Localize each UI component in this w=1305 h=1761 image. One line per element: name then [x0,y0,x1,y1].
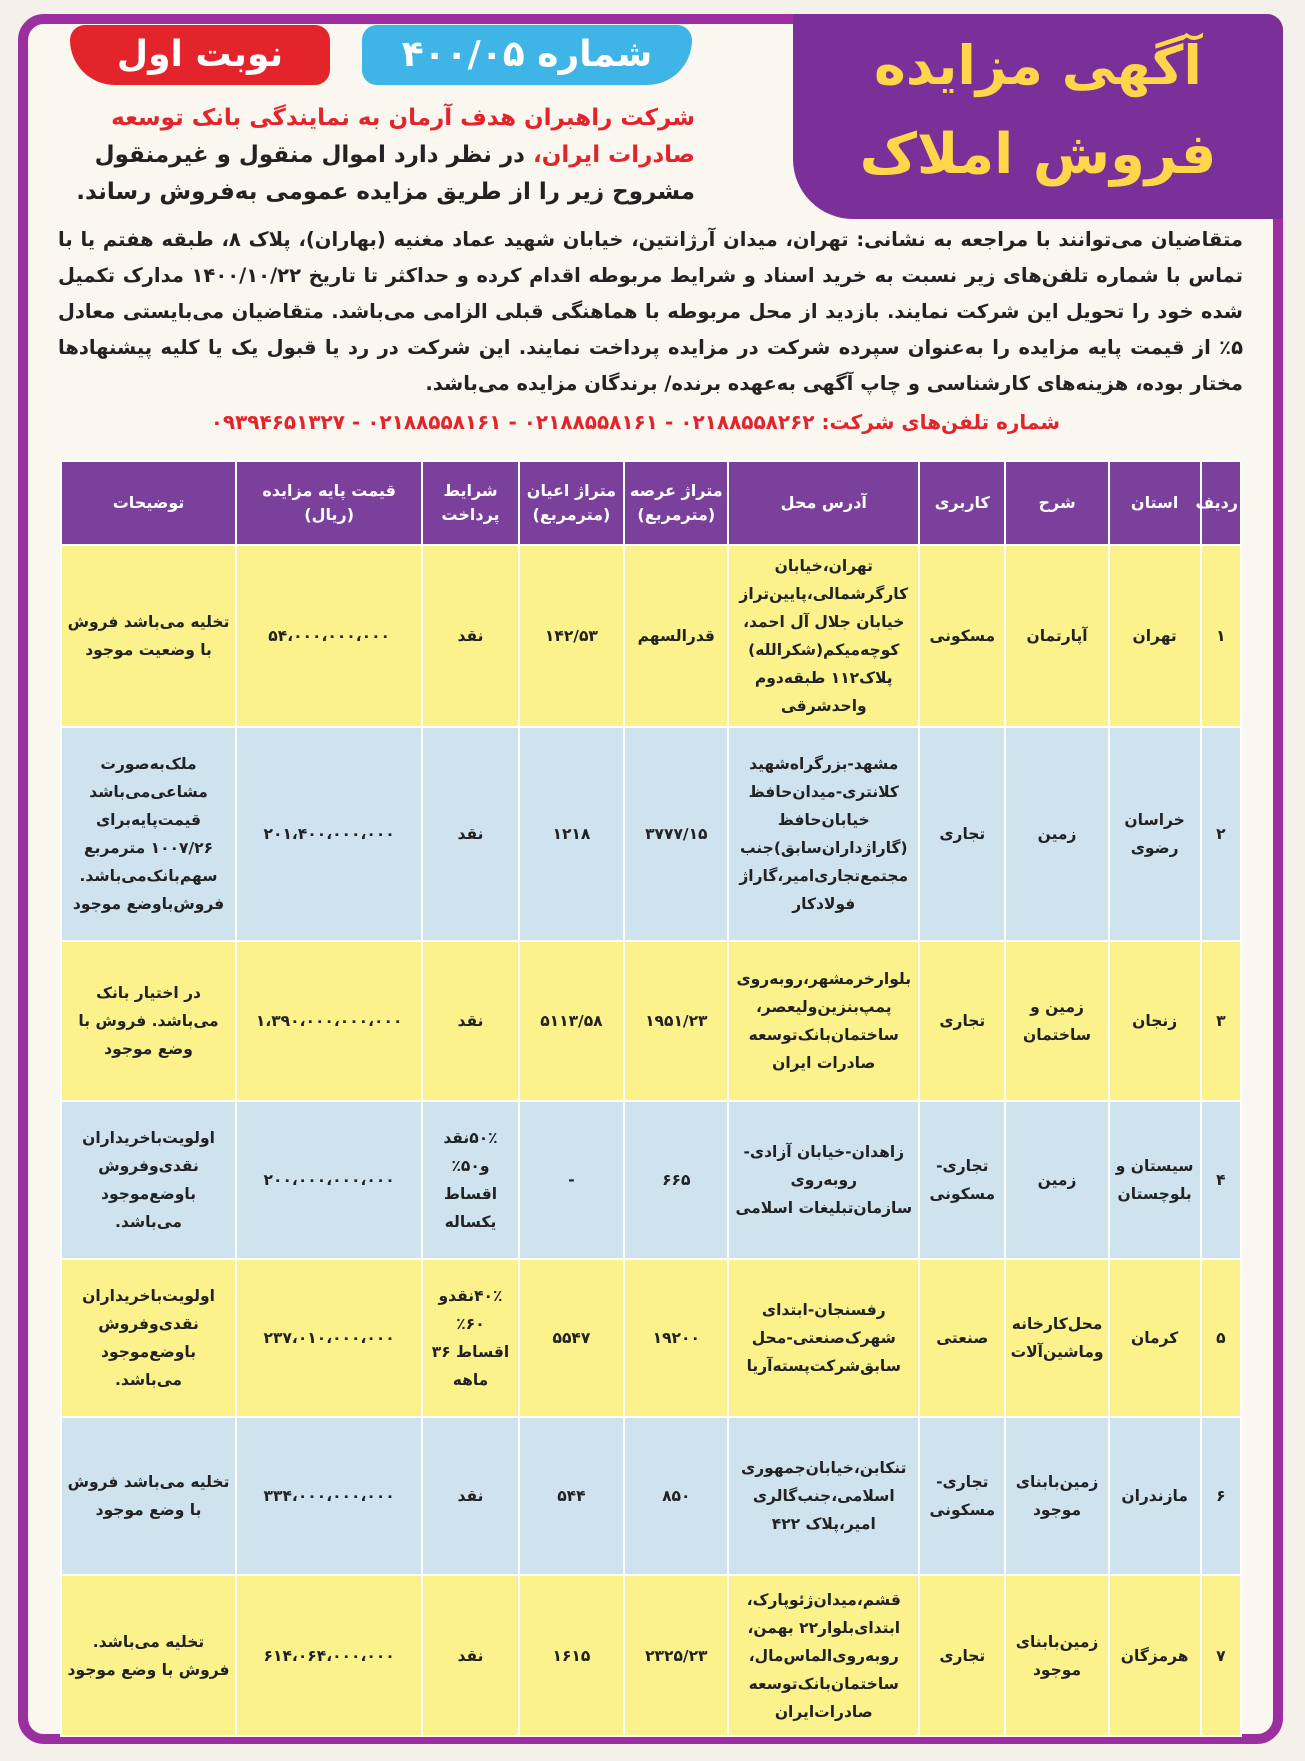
cell-price: ۶۱۴،۰۶۴،۰۰۰،۰۰۰ [236,1575,422,1736]
cell-land-area: قدرالسهم [624,545,728,727]
th-building-area: متراژ اعیان (مترمربع) [519,461,624,545]
cell-row: ۲ [1201,727,1241,941]
th-price: قیمت پایه مزایده (ریال) [236,461,422,545]
company-phones: شماره تلفن‌های شرکت: ۰۲۱۸۸۵۵۸۲۶۲ - ۰۲۱۸۸۵۵۸۱۶۱ - ۰۲۱۸۸۵۵۸۱۶۱ - ۰۹۳۹۴۶۵۱۳۲۷ [210,410,1060,434]
intro-red: شرکت راهبران هدف آرمان به نمایندگی بانک توسعه صادرات ایران، [111,105,695,168]
cell-price: ۵۴،۰۰۰،۰۰۰،۰۰۰ [236,545,422,727]
th-land-area: متراژ عرصه (مترمربع) [624,461,728,545]
cell-building-area: ۵۱۱۳/۵۸ [519,941,624,1101]
cell-desc: زمین‌بابنای موجود [1005,1417,1108,1575]
cell-notes: اولویت‌باخریداران نقدی‌وفروش باوضع‌موجود می‌باشد. [61,1259,236,1417]
cell-row: ۷ [1201,1575,1241,1736]
cell-price: ۲۰۰،۰۰۰،۰۰۰،۰۰۰ [236,1101,422,1259]
cell-usage: تجاری- مسکونی [919,1101,1005,1259]
cell-desc: زمین‌بابنای موجود [1005,1575,1108,1736]
cell-building-area: ۱۶۱۵ [519,1575,624,1736]
cell-row: ۴ [1201,1101,1241,1259]
cell-desc: زمین [1005,727,1108,941]
cell-province: سیستان و بلوچستان [1109,1101,1201,1259]
number-badge: شماره ۴۰۰/۰۵ [362,25,692,85]
auction-table [60,460,1242,1737]
cell-usage: تجاری [919,941,1005,1101]
table-row [61,727,1241,941]
cell-row: ۳ [1201,941,1241,1101]
cell-usage: صنعتی [919,1259,1005,1417]
intro-black: در نظر دارد اموال منقول و غیرمنقول مشروح زیر را از طریق مزایده عمومی به‌فروش رساند. [76,142,695,205]
cell-province: هرمزگان [1109,1575,1201,1736]
cell-province: مازندران [1109,1417,1201,1575]
th-row: ردیف [1201,461,1241,545]
table-header-row [61,461,1241,545]
cell-address: مشهد-بزرگراه‌شهید کلانتری-میدان‌حافظ خیابان‌حافظ (گاراژداران‌سابق)جنب مجتمع‌تجاری‌امیر،گاراژ فولادکار [728,727,919,941]
th-notes: توضیحات [61,461,236,545]
cell-payment: نقد [422,941,518,1101]
cell-building-area: ۵۴۴ [519,1417,624,1575]
cell-province: زنجان [1109,941,1201,1101]
th-usage: کاربری [919,461,1005,545]
cell-payment: نقد [422,727,518,941]
cell-notes: در اختیار بانک می‌باشد. فروش با وضع موجود [61,941,236,1101]
cell-building-area: ۱۲۱۸ [519,727,624,941]
table-row [61,941,1241,1101]
ad-title-line2: فروش املاک [859,122,1217,187]
th-province: استان [1109,461,1201,545]
cell-payment: ۵۰٪نقد و۵۰٪ اقساط یکساله [422,1101,518,1259]
cell-notes: تخلیه می‌باشد فروش با وضعیت موجود [61,545,236,727]
cell-desc: زمین و ساختمان [1005,941,1108,1101]
cell-notes: اولویت‌باخریداران نقدی‌وفروش باوضع‌موجود می‌باشد. [61,1101,236,1259]
cell-payment: نقد [422,1575,518,1736]
cell-usage: تجاری [919,1575,1005,1736]
th-payment: شرایط پرداخت [422,461,518,545]
cell-province: تهران [1109,545,1201,727]
cell-land-area: ۲۳۲۵/۲۳ [624,1575,728,1736]
cell-row: ۱ [1201,545,1241,727]
cell-row: ۶ [1201,1417,1241,1575]
cell-province: خراسان رضوی [1109,727,1201,941]
cell-usage: مسکونی [919,545,1005,727]
cell-price: ۳۳۴،۰۰۰،۰۰۰،۰۰۰ [236,1417,422,1575]
cell-notes: تخلیه می‌باشد. فروش با وضع موجود [61,1575,236,1736]
cell-land-area: ۱۹۲۰۰ [624,1259,728,1417]
cell-building-area: ۵۵۴۷ [519,1259,624,1417]
table-row [61,1417,1241,1575]
cell-desc: محل‌کارخانه وماشین‌آلات [1005,1259,1108,1417]
title-box [793,14,1283,219]
intro-text [70,100,695,211]
cell-address: تهران،خیابان کارگرشمالی،پایین‌تراز خیابان جلال آل احمد، کوچه‌میکم(شکرالله) پلاک۱۱۲ طبقه‌دوم واحدشرقی [728,545,919,727]
cell-notes: ملک‌به‌صورت مشاعی‌می‌باشد قیمت‌پایه‌برای ۱۰۰۷/۲۶ مترمربع سهم‌بانک‌می‌باشد. فروش‌با‌وضع موجود [61,727,236,941]
cell-land-area: ۳۷۷۷/۱۵ [624,727,728,941]
cell-price: ۱،۳۹۰،۰۰۰،۰۰۰،۰۰۰ [236,941,422,1101]
cell-address: زاهدان-خیابان آزادی-روبه‌روی سازمان‌تبلیغات اسلامی [728,1101,919,1259]
table-row [61,1575,1241,1736]
cell-price: ۲۰۱،۴۰۰،۰۰۰،۰۰۰ [236,727,422,941]
cell-address: بلوارخرمشهر،روبه‌روی پمپ‌بنزین‌ولیعصر، ساختمان‌بانک‌توسعه صادرات ایران [728,941,919,1101]
cell-price: ۲۳۷،۰۱۰،۰۰۰،۰۰۰ [236,1259,422,1417]
cell-land-area: ۶۶۵ [624,1101,728,1259]
cell-land-area: ۸۵۰ [624,1417,728,1575]
cell-desc: آپارتمان [1005,545,1108,727]
body-text: متقاضیان می‌توانند با مراجعه به نشانی: تهران، میدان آرژانتین، خیابان شهید عماد مغنیه (بهاران)، پلاک ۸، طبقه هفتم یا با تماس با شماره تلفن‌های زیر نسبت به خرید اسناد و شرایط مربوطه اقدام کرده و حداکثر تا تاریخ ۱۴۰۰/۱۰/۲۲ مدارک تکمیل شده خود را تحویل این شرکت نمایند. بازدید از محل مربوطه با هماهنگی قبلی الزامی می‌باشد. متقاضیان می‌بایستی معادل ۵٪ از قیمت پایه مزایده را به‌عنوان سپرده شرکت در مزایده پرداخت نمایند. این شرکت در رد یا قبول یک یا کلیه پیشنهادها مختار بوده، هزینه‌های کارشناسی و چاپ آگهی به‌عهده برنده/ برندگان مزایده می‌باشد. [58,228,1243,395]
cell-province: کرمان [1109,1259,1201,1417]
cell-address: تنکابن،خیابان‌جمهوری اسلامی،جنب‌گالری امیر،پلاک ۴۲۲ [728,1417,919,1575]
cell-building-area: - [519,1101,624,1259]
table-row [61,545,1241,727]
ad-title-line1: آگهی مزایده [874,34,1202,97]
cell-payment: نقد [422,1417,518,1575]
cell-land-area: ۱۹۵۱/۲۳ [624,941,728,1101]
cell-address: رفسنجان-ابتدای شهرک‌صنعتی-محل سابق‌شرکت‌پسته‌آریا [728,1259,919,1417]
cell-notes: تخلیه می‌باشد فروش با وضع موجود [61,1417,236,1575]
cell-payment: نقد [422,545,518,727]
cell-building-area: ۱۴۲/۵۳ [519,545,624,727]
cell-usage: تجاری [919,727,1005,941]
cell-usage: تجاری- مسکونی [919,1417,1005,1575]
cell-address: قشم،میدان‌ژئوپارک، ابتدای‌بلوار۲۲ بهمن، روبه‌روی‌الماس‌مال، ساختمان‌بانک‌توسعه صادرات‌ایران [728,1575,919,1736]
table-row [61,1259,1241,1417]
cell-desc: زمین [1005,1101,1108,1259]
th-desc: شرح [1005,461,1108,545]
th-address: آدرس محل [728,461,919,545]
cell-payment: ۴۰٪نقدو ۶۰٪ اقساط ۳۶ ماهه [422,1259,518,1417]
cell-row: ۵ [1201,1259,1241,1417]
turn-badge: نوبت اول [70,25,330,85]
table-row [61,1101,1241,1259]
